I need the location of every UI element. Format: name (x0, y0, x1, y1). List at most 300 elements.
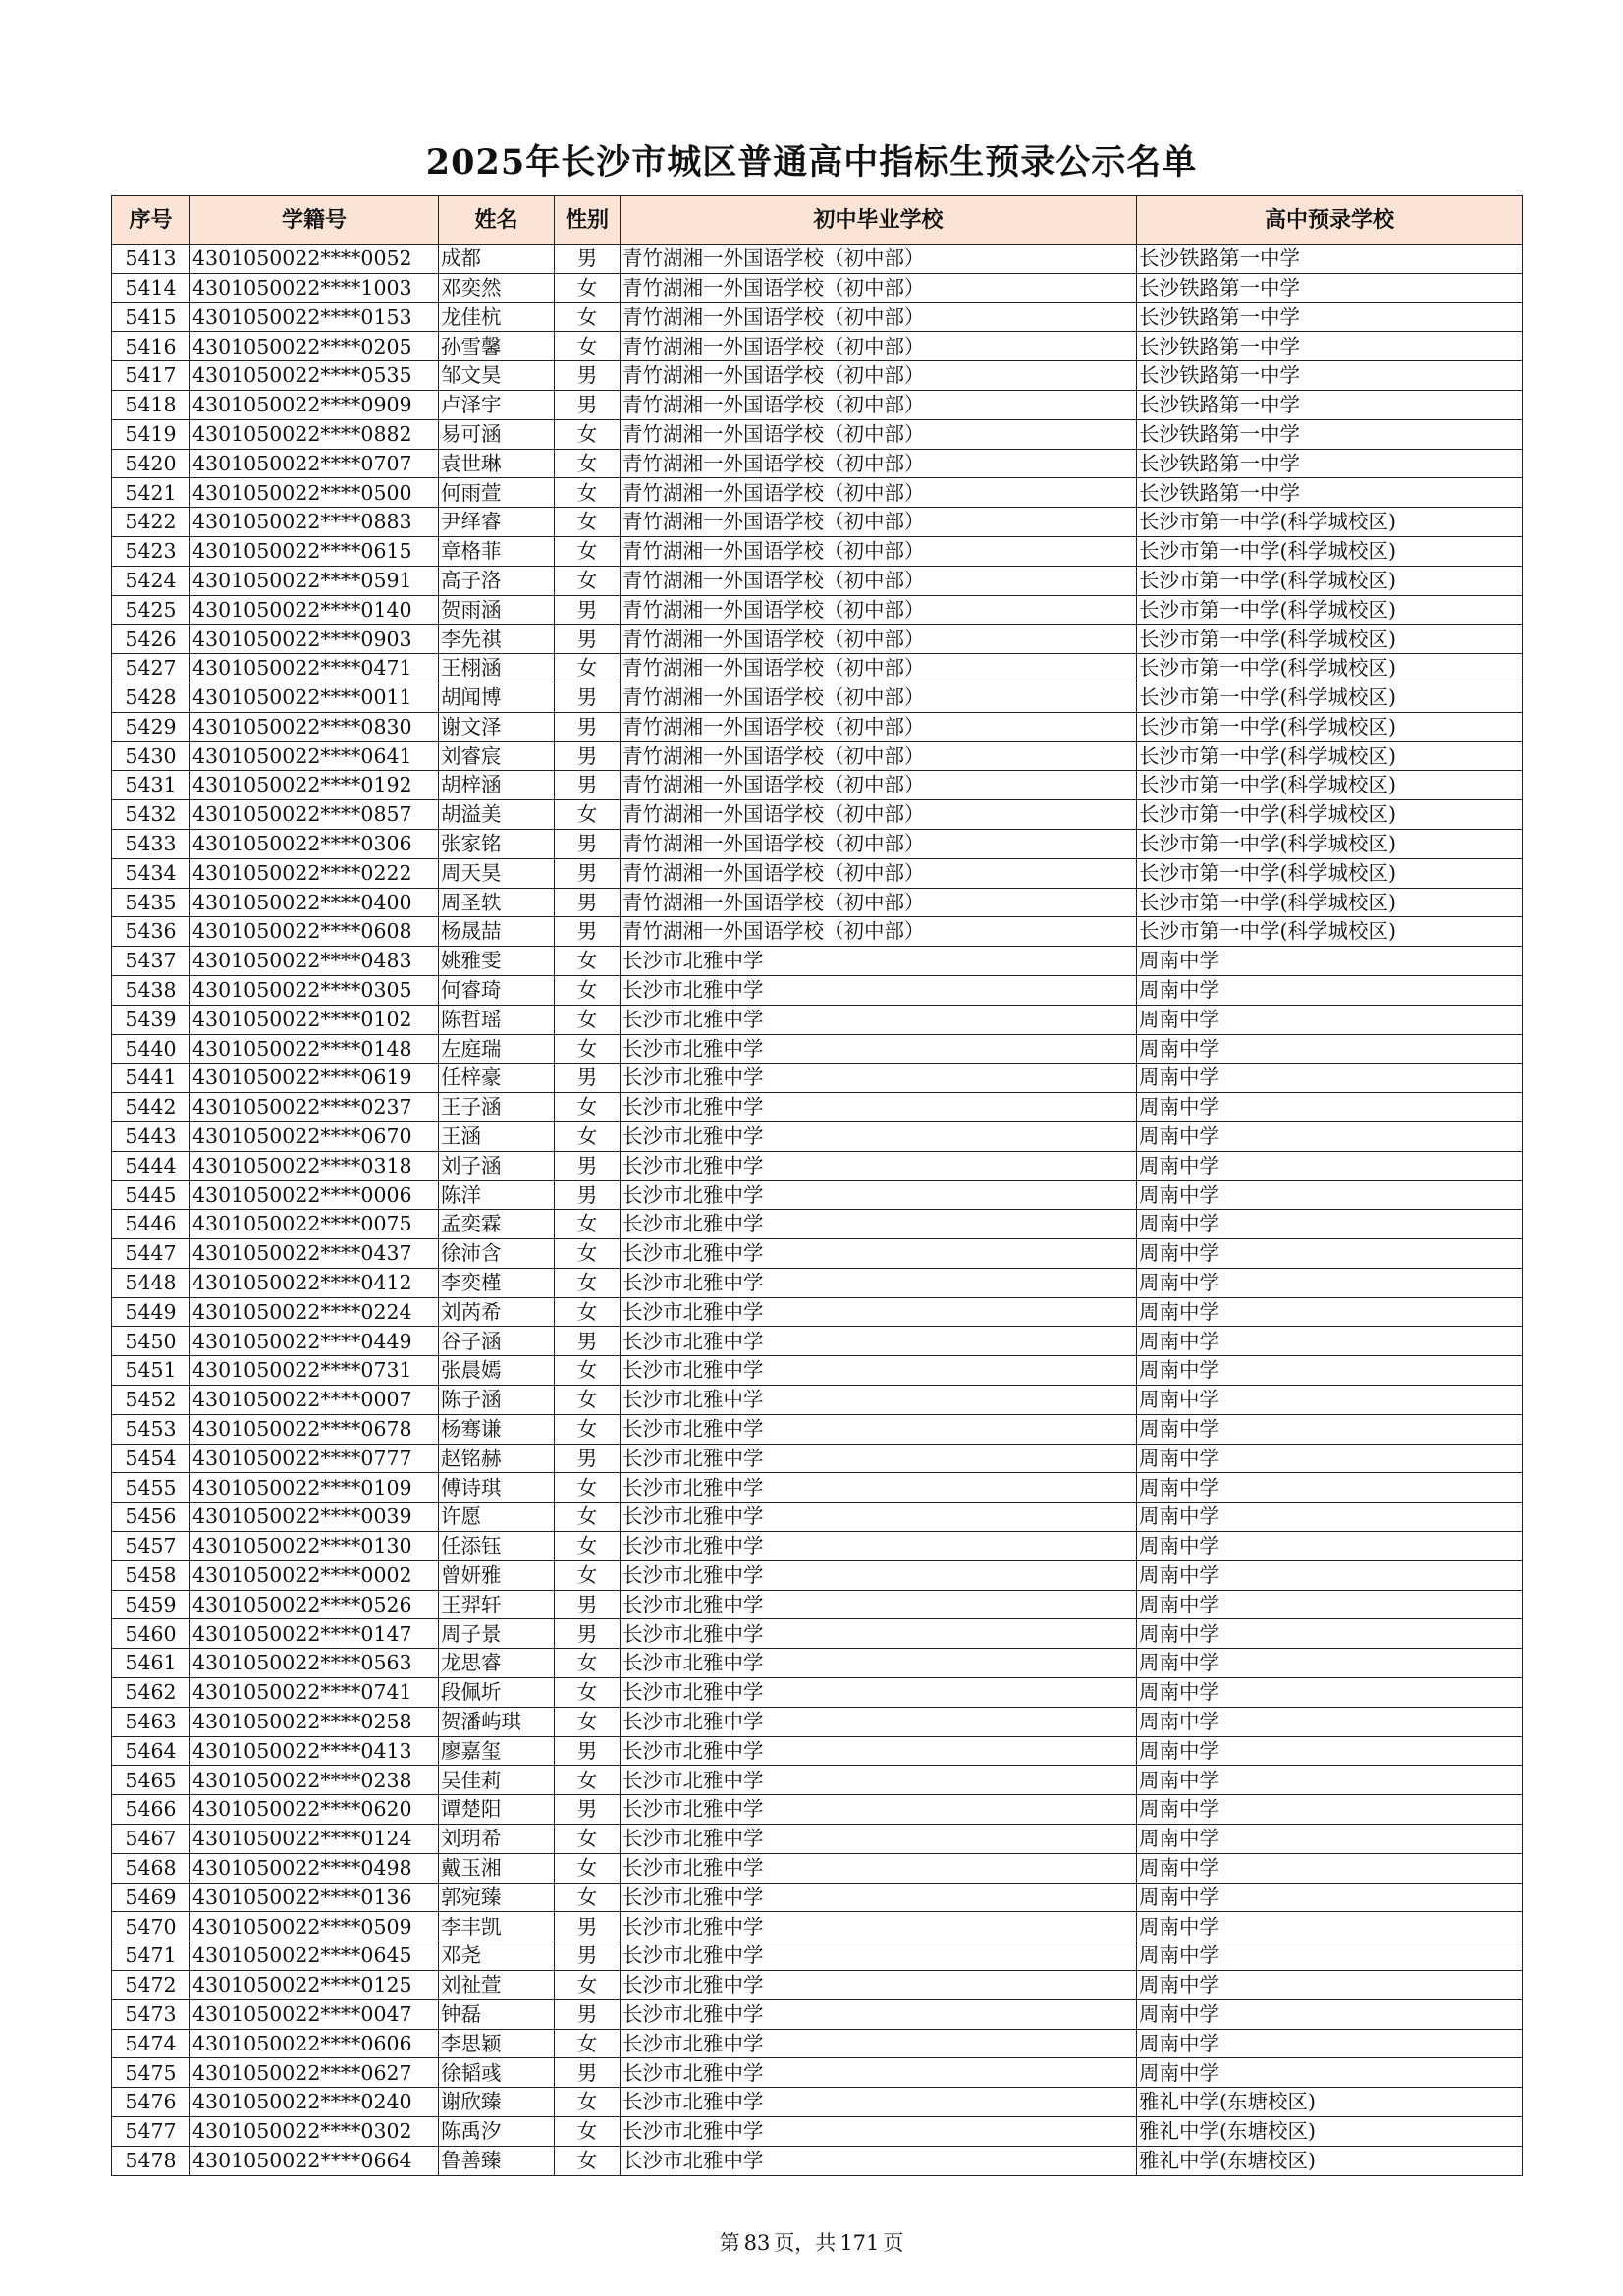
table-row (112, 1532, 1523, 1561)
cell-gender: 男 (555, 1912, 621, 1941)
cell-junior-school: 青竹湖湘一外国语学校（初中部） (621, 390, 1137, 419)
cell-senior-school: 周南中学 (1137, 1707, 1523, 1736)
table-row (112, 741, 1523, 771)
table-row (112, 2088, 1523, 2117)
cell-student-id: 4301050022****0731 (190, 1356, 439, 1386)
table-row (112, 419, 1523, 449)
cell-junior-school: 长沙市北雅中学 (621, 1356, 1137, 1386)
cell-senior-school: 周南中学 (1137, 1473, 1523, 1503)
cell-junior-school: 青竹湖湘一外国语学校（初中部） (621, 654, 1137, 683)
cell-student-id: 4301050022****0306 (190, 829, 439, 858)
cell-student-id: 4301050022****0047 (190, 1999, 439, 2029)
cell-gender: 女 (555, 1297, 621, 1327)
cell-junior-school: 长沙市北雅中学 (621, 1473, 1137, 1503)
cell-junior-school: 青竹湖湘一外国语学校（初中部） (621, 858, 1137, 888)
cell-serial: 5418 (112, 390, 190, 419)
cell-student-id: 4301050022****0883 (190, 508, 439, 537)
cell-junior-school: 青竹湖湘一外国语学校（初中部） (621, 302, 1137, 332)
table-row (112, 800, 1523, 830)
table-row (112, 1064, 1523, 1093)
cell-name: 杨骞谦 (439, 1414, 555, 1444)
table-row (112, 1444, 1523, 1473)
cell-student-id: 4301050022****0909 (190, 390, 439, 419)
cell-student-id: 4301050022****0608 (190, 917, 439, 947)
cell-junior-school: 长沙市北雅中学 (621, 1151, 1137, 1180)
cell-serial: 5468 (112, 1853, 190, 1883)
table-row (112, 1678, 1523, 1708)
cell-gender: 女 (555, 1678, 621, 1708)
cell-senior-school: 长沙市第一中学(科学城校区) (1137, 595, 1523, 625)
table-row (112, 595, 1523, 625)
cell-junior-school: 长沙市北雅中学 (621, 2088, 1137, 2117)
table-row (112, 273, 1523, 302)
cell-name: 徐韬彧 (439, 2058, 555, 2088)
cell-name: 徐沛含 (439, 1239, 555, 1269)
cell-junior-school: 青竹湖湘一外国语学校（初中部） (621, 800, 1137, 830)
cell-junior-school: 青竹湖湘一外国语学校（初中部） (621, 888, 1137, 917)
cell-senior-school: 周南中学 (1137, 1999, 1523, 2029)
cell-name: 张晨嫣 (439, 1356, 555, 1386)
cell-junior-school: 长沙市北雅中学 (621, 1239, 1137, 1269)
cell-student-id: 4301050022****0526 (190, 1590, 439, 1619)
cell-name: 易可涵 (439, 419, 555, 449)
cell-senior-school: 长沙铁路第一中学 (1137, 478, 1523, 508)
cell-gender: 女 (555, 1825, 621, 1854)
cell-student-id: 4301050022****0707 (190, 449, 439, 478)
cell-senior-school: 长沙市第一中学(科学城校区) (1137, 566, 1523, 595)
cell-junior-school: 长沙市北雅中学 (621, 1180, 1137, 1210)
header-serial: 序号 (112, 196, 190, 245)
cell-serial: 5413 (112, 245, 190, 274)
header-gender: 性别 (555, 196, 621, 245)
cell-name: 胡溢美 (439, 800, 555, 830)
cell-name: 吴佳莉 (439, 1766, 555, 1795)
cell-name: 陈子涵 (439, 1386, 555, 1415)
cell-senior-school: 长沙铁路第一中学 (1137, 245, 1523, 274)
cell-serial: 5463 (112, 1707, 190, 1736)
cell-serial: 5458 (112, 1560, 190, 1590)
cell-junior-school: 长沙市北雅中学 (621, 1532, 1137, 1561)
table-row (112, 1825, 1523, 1854)
cell-senior-school: 长沙市第一中学(科学城校区) (1137, 771, 1523, 800)
cell-gender: 女 (555, 2146, 621, 2175)
table-row (112, 2058, 1523, 2088)
cell-gender: 女 (555, 975, 621, 1005)
cell-name: 谢文泽 (439, 712, 555, 741)
cell-gender: 女 (555, 1560, 621, 1590)
cell-serial: 5474 (112, 2029, 190, 2058)
table-row (112, 536, 1523, 566)
cell-student-id: 4301050022****0124 (190, 1825, 439, 1854)
cell-name: 谷子涵 (439, 1327, 555, 1356)
cell-student-id: 4301050022****0102 (190, 1005, 439, 1034)
cell-serial: 5432 (112, 800, 190, 830)
table-row (112, 1121, 1523, 1151)
cell-gender: 女 (555, 566, 621, 595)
table-row (112, 245, 1523, 274)
cell-gender: 男 (555, 595, 621, 625)
cell-senior-school: 长沙市第一中学(科学城校区) (1137, 741, 1523, 771)
cell-serial: 5448 (112, 1268, 190, 1297)
table-row (112, 975, 1523, 1005)
table-row (112, 1999, 1523, 2029)
cell-gender: 男 (555, 1064, 621, 1093)
cell-gender: 女 (555, 1005, 621, 1034)
table-row (112, 302, 1523, 332)
cell-name: 胡梓涵 (439, 771, 555, 800)
cell-student-id: 4301050022****0483 (190, 947, 439, 976)
cell-gender: 男 (555, 390, 621, 419)
cell-student-id: 4301050022****0052 (190, 245, 439, 274)
cell-senior-school: 周南中学 (1137, 1912, 1523, 1941)
cell-senior-school: 雅礼中学(东塘校区) (1137, 2146, 1523, 2175)
cell-gender: 男 (555, 712, 621, 741)
header-row (112, 196, 1523, 245)
cell-serial: 5470 (112, 1912, 190, 1941)
cell-name: 高子洛 (439, 566, 555, 595)
table-row (112, 1941, 1523, 1971)
cell-serial: 5447 (112, 1239, 190, 1269)
cell-gender: 女 (555, 1766, 621, 1795)
cell-student-id: 4301050022****0509 (190, 1912, 439, 1941)
cell-name: 刘祉萱 (439, 1971, 555, 2000)
cell-student-id: 4301050022****0192 (190, 771, 439, 800)
cell-junior-school: 青竹湖湘一外国语学校（初中部） (621, 245, 1137, 274)
table-row (112, 332, 1523, 361)
cell-name: 李奕槿 (439, 1268, 555, 1297)
cell-senior-school: 周南中学 (1137, 1034, 1523, 1064)
table-header (112, 196, 1523, 245)
cell-name: 陈禹汐 (439, 2117, 555, 2147)
cell-student-id: 4301050022****0153 (190, 302, 439, 332)
cell-gender: 女 (555, 1473, 621, 1503)
cell-senior-school: 长沙铁路第一中学 (1137, 273, 1523, 302)
cell-name: 姚雅雯 (439, 947, 555, 976)
cell-name: 孟奕霖 (439, 1210, 555, 1239)
table-row (112, 478, 1523, 508)
cell-gender: 男 (555, 917, 621, 947)
cell-junior-school: 青竹湖湘一外国语学校（初中部） (621, 332, 1137, 361)
table-row (112, 1356, 1523, 1386)
cell-serial: 5440 (112, 1034, 190, 1064)
cell-name: 王子涵 (439, 1093, 555, 1122)
cell-senior-school: 周南中学 (1137, 1327, 1523, 1356)
cell-senior-school: 周南中学 (1137, 1532, 1523, 1561)
cell-student-id: 4301050022****0039 (190, 1503, 439, 1532)
cell-senior-school: 长沙市第一中学(科学城校区) (1137, 625, 1523, 654)
cell-serial: 5424 (112, 566, 190, 595)
cell-student-id: 4301050022****0591 (190, 566, 439, 595)
table-row (112, 1180, 1523, 1210)
footer-total-unit: 页 (883, 2231, 904, 2255)
cell-serial: 5473 (112, 1999, 190, 2029)
cell-serial: 5477 (112, 2117, 190, 2147)
cell-serial: 5439 (112, 1005, 190, 1034)
cell-gender: 女 (555, 947, 621, 976)
cell-serial: 5425 (112, 595, 190, 625)
cell-junior-school: 长沙市北雅中学 (621, 1268, 1137, 1297)
cell-senior-school: 周南中学 (1137, 1971, 1523, 2000)
cell-gender: 男 (555, 741, 621, 771)
cell-student-id: 4301050022****0400 (190, 888, 439, 917)
cell-serial: 5417 (112, 361, 190, 391)
cell-senior-school: 周南中学 (1137, 1005, 1523, 1034)
cell-serial: 5427 (112, 654, 190, 683)
cell-gender: 女 (555, 1649, 621, 1678)
cell-gender: 男 (555, 1736, 621, 1766)
cell-senior-school: 周南中学 (1137, 1853, 1523, 1883)
cell-gender: 女 (555, 449, 621, 478)
cell-senior-school: 周南中学 (1137, 1590, 1523, 1619)
cell-junior-school: 长沙市北雅中学 (621, 1795, 1137, 1825)
cell-gender: 女 (555, 1356, 621, 1386)
cell-senior-school: 周南中学 (1137, 1560, 1523, 1590)
cell-name: 龙佳杭 (439, 302, 555, 332)
cell-junior-school: 青竹湖湘一外国语学校（初中部） (621, 478, 1137, 508)
cell-junior-school: 长沙市北雅中学 (621, 1414, 1137, 1444)
cell-junior-school: 长沙市北雅中学 (621, 1941, 1137, 1971)
cell-serial: 5441 (112, 1064, 190, 1093)
cell-name: 李思颖 (439, 2029, 555, 2058)
cell-serial: 5460 (112, 1619, 190, 1649)
cell-senior-school: 周南中学 (1137, 1825, 1523, 1854)
cell-senior-school: 周南中学 (1137, 1151, 1523, 1180)
cell-serial: 5438 (112, 975, 190, 1005)
table-row (112, 1853, 1523, 1883)
cell-gender: 女 (555, 302, 621, 332)
cell-student-id: 4301050022****0222 (190, 858, 439, 888)
cell-junior-school: 青竹湖湘一外国语学校（初中部） (621, 595, 1137, 625)
cell-name: 钟磊 (439, 1999, 555, 2029)
cell-gender: 男 (555, 888, 621, 917)
cell-serial: 5435 (112, 888, 190, 917)
cell-junior-school: 长沙市北雅中学 (621, 1327, 1137, 1356)
cell-name: 谭楚阳 (439, 1795, 555, 1825)
cell-student-id: 4301050022****0563 (190, 1649, 439, 1678)
cell-student-id: 4301050022****0237 (190, 1093, 439, 1122)
cell-junior-school: 青竹湖湘一外国语学校（初中部） (621, 536, 1137, 566)
cell-name: 何雨萱 (439, 478, 555, 508)
cell-senior-school: 周南中学 (1137, 1297, 1523, 1327)
table-row (112, 1707, 1523, 1736)
cell-student-id: 4301050022****0678 (190, 1414, 439, 1444)
footer-total-pages: 171 (839, 2231, 880, 2255)
cell-senior-school: 周南中学 (1137, 1444, 1523, 1473)
cell-senior-school: 周南中学 (1137, 947, 1523, 976)
cell-name: 刘玥希 (439, 1825, 555, 1854)
cell-serial: 5449 (112, 1297, 190, 1327)
cell-name: 傅诗琪 (439, 1473, 555, 1503)
cell-serial: 5445 (112, 1180, 190, 1210)
cell-serial: 5420 (112, 449, 190, 478)
cell-student-id: 4301050022****0148 (190, 1034, 439, 1064)
footer-prefix: 第 (719, 2231, 740, 2255)
table-row (112, 1414, 1523, 1444)
cell-name: 许愿 (439, 1503, 555, 1532)
cell-senior-school: 长沙铁路第一中学 (1137, 390, 1523, 419)
cell-name: 李丰凯 (439, 1912, 555, 1941)
cell-name: 卢泽宇 (439, 390, 555, 419)
cell-gender: 男 (555, 858, 621, 888)
cell-serial: 5414 (112, 273, 190, 302)
cell-gender: 女 (555, 1093, 621, 1122)
cell-senior-school: 长沙铁路第一中学 (1137, 449, 1523, 478)
cell-student-id: 4301050022****0224 (190, 1297, 439, 1327)
cell-junior-school: 青竹湖湘一外国语学校（初中部） (621, 683, 1137, 712)
cell-serial: 5459 (112, 1590, 190, 1619)
header-student-id: 学籍号 (190, 196, 439, 245)
cell-serial: 5467 (112, 1825, 190, 1854)
cell-senior-school: 周南中学 (1137, 1883, 1523, 1912)
table-row (112, 858, 1523, 888)
cell-senior-school: 长沙市第一中学(科学城校区) (1137, 800, 1523, 830)
cell-student-id: 4301050022****0606 (190, 2029, 439, 2058)
cell-serial: 5475 (112, 2058, 190, 2088)
cell-junior-school: 长沙市北雅中学 (621, 1005, 1137, 1034)
cell-name: 赵铭赫 (439, 1444, 555, 1473)
table-row (112, 683, 1523, 712)
cell-junior-school: 长沙市北雅中学 (621, 2146, 1137, 2175)
cell-serial: 5452 (112, 1386, 190, 1415)
cell-senior-school: 长沙铁路第一中学 (1137, 332, 1523, 361)
table-row (112, 1912, 1523, 1941)
cell-gender: 女 (555, 2029, 621, 2058)
cell-senior-school: 周南中学 (1137, 1386, 1523, 1415)
cell-student-id: 4301050022****0205 (190, 332, 439, 361)
cell-serial: 5450 (112, 1327, 190, 1356)
cell-junior-school: 长沙市北雅中学 (621, 2029, 1137, 2058)
cell-senior-school: 长沙铁路第一中学 (1137, 361, 1523, 391)
cell-name: 孙雪馨 (439, 332, 555, 361)
cell-student-id: 4301050022****0620 (190, 1795, 439, 1825)
cell-student-id: 4301050022****0007 (190, 1386, 439, 1415)
page-title: 2025年长沙市城区普通高中指标生预录公示名单 (425, 142, 1198, 183)
cell-student-id: 4301050022****0627 (190, 2058, 439, 2088)
cell-serial: 5428 (112, 683, 190, 712)
cell-name: 陈洋 (439, 1180, 555, 1210)
cell-junior-school: 长沙市北雅中学 (621, 1444, 1137, 1473)
cell-gender: 女 (555, 1707, 621, 1736)
cell-gender: 男 (555, 829, 621, 858)
cell-student-id: 4301050022****1003 (190, 273, 439, 302)
table-row (112, 2029, 1523, 2058)
cell-junior-school: 长沙市北雅中学 (621, 1678, 1137, 1708)
cell-name: 周子景 (439, 1619, 555, 1649)
cell-serial: 5421 (112, 478, 190, 508)
cell-name: 邹文昊 (439, 361, 555, 391)
cell-name: 邓尧 (439, 1941, 555, 1971)
cell-gender: 女 (555, 508, 621, 537)
cell-name: 刘子涵 (439, 1151, 555, 1180)
cell-senior-school: 长沙市第一中学(科学城校区) (1137, 858, 1523, 888)
table-row (112, 1971, 1523, 2000)
roster-table (111, 195, 1523, 2176)
cell-junior-school: 青竹湖湘一外国语学校（初中部） (621, 625, 1137, 654)
cell-serial: 5466 (112, 1795, 190, 1825)
cell-junior-school: 长沙市北雅中学 (621, 2058, 1137, 2088)
cell-name: 刘睿宸 (439, 741, 555, 771)
cell-student-id: 4301050022****0741 (190, 1678, 439, 1708)
cell-name: 任梓豪 (439, 1064, 555, 1093)
cell-gender: 女 (555, 1268, 621, 1297)
cell-senior-school: 周南中学 (1137, 2029, 1523, 2058)
table-row (112, 1005, 1523, 1034)
table-row (112, 390, 1523, 419)
cell-junior-school: 青竹湖湘一外国语学校（初中部） (621, 419, 1137, 449)
cell-student-id: 4301050022****0498 (190, 1853, 439, 1883)
cell-gender: 女 (555, 1971, 621, 2000)
table-row (112, 1883, 1523, 1912)
cell-senior-school: 长沙市第一中学(科学城校区) (1137, 654, 1523, 683)
cell-junior-school: 青竹湖湘一外国语学校（初中部） (621, 917, 1137, 947)
cell-name: 周圣轶 (439, 888, 555, 917)
cell-junior-school: 长沙市北雅中学 (621, 1825, 1137, 1854)
cell-serial: 5461 (112, 1649, 190, 1678)
cell-gender: 男 (555, 1151, 621, 1180)
cell-junior-school: 长沙市北雅中学 (621, 1297, 1137, 1327)
cell-name: 袁世琳 (439, 449, 555, 478)
cell-student-id: 4301050022****0645 (190, 1941, 439, 1971)
cell-junior-school: 长沙市北雅中学 (621, 947, 1137, 976)
cell-gender: 女 (555, 1883, 621, 1912)
cell-senior-school: 长沙铁路第一中学 (1137, 419, 1523, 449)
cell-gender: 男 (555, 1590, 621, 1619)
cell-senior-school: 周南中学 (1137, 1210, 1523, 1239)
cell-senior-school: 周南中学 (1137, 975, 1523, 1005)
cell-gender: 男 (555, 1619, 621, 1649)
cell-gender: 女 (555, 332, 621, 361)
cell-gender: 女 (555, 2117, 621, 2147)
table-row (112, 508, 1523, 537)
cell-gender: 女 (555, 1239, 621, 1269)
cell-serial: 5451 (112, 1356, 190, 1386)
cell-junior-school: 长沙市北雅中学 (621, 1883, 1137, 1912)
cell-serial: 5442 (112, 1093, 190, 1122)
cell-junior-school: 长沙市北雅中学 (621, 1064, 1137, 1093)
cell-senior-school: 长沙市第一中学(科学城校区) (1137, 888, 1523, 917)
cell-name: 龙思睿 (439, 1649, 555, 1678)
cell-student-id: 4301050022****0830 (190, 712, 439, 741)
cell-name: 郭宛臻 (439, 1883, 555, 1912)
cell-serial: 5472 (112, 1971, 190, 2000)
table-row (112, 449, 1523, 478)
cell-serial: 5430 (112, 741, 190, 771)
cell-student-id: 4301050022****0006 (190, 1180, 439, 1210)
cell-junior-school: 青竹湖湘一外国语学校（初中部） (621, 361, 1137, 391)
cell-senior-school: 周南中学 (1137, 1093, 1523, 1122)
page-footer (0, 2227, 1623, 2257)
cell-junior-school: 青竹湖湘一外国语学校（初中部） (621, 273, 1137, 302)
cell-senior-school: 周南中学 (1137, 1649, 1523, 1678)
cell-name: 邓奕然 (439, 273, 555, 302)
cell-student-id: 4301050022****0136 (190, 1883, 439, 1912)
cell-serial: 5416 (112, 332, 190, 361)
cell-serial: 5478 (112, 2146, 190, 2175)
cell-junior-school: 长沙市北雅中学 (621, 2117, 1137, 2147)
cell-gender: 男 (555, 1444, 621, 1473)
cell-name: 贺雨涵 (439, 595, 555, 625)
cell-senior-school: 雅礼中学(东塘校区) (1137, 2117, 1523, 2147)
table-row (112, 1503, 1523, 1532)
cell-senior-school: 长沙市第一中学(科学城校区) (1137, 536, 1523, 566)
cell-serial: 5415 (112, 302, 190, 332)
cell-name: 任添钰 (439, 1532, 555, 1561)
cell-senior-school: 周南中学 (1137, 2058, 1523, 2088)
table-row (112, 361, 1523, 391)
cell-student-id: 4301050022****0535 (190, 361, 439, 391)
cell-name: 王栩涵 (439, 654, 555, 683)
table-row (112, 1649, 1523, 1678)
